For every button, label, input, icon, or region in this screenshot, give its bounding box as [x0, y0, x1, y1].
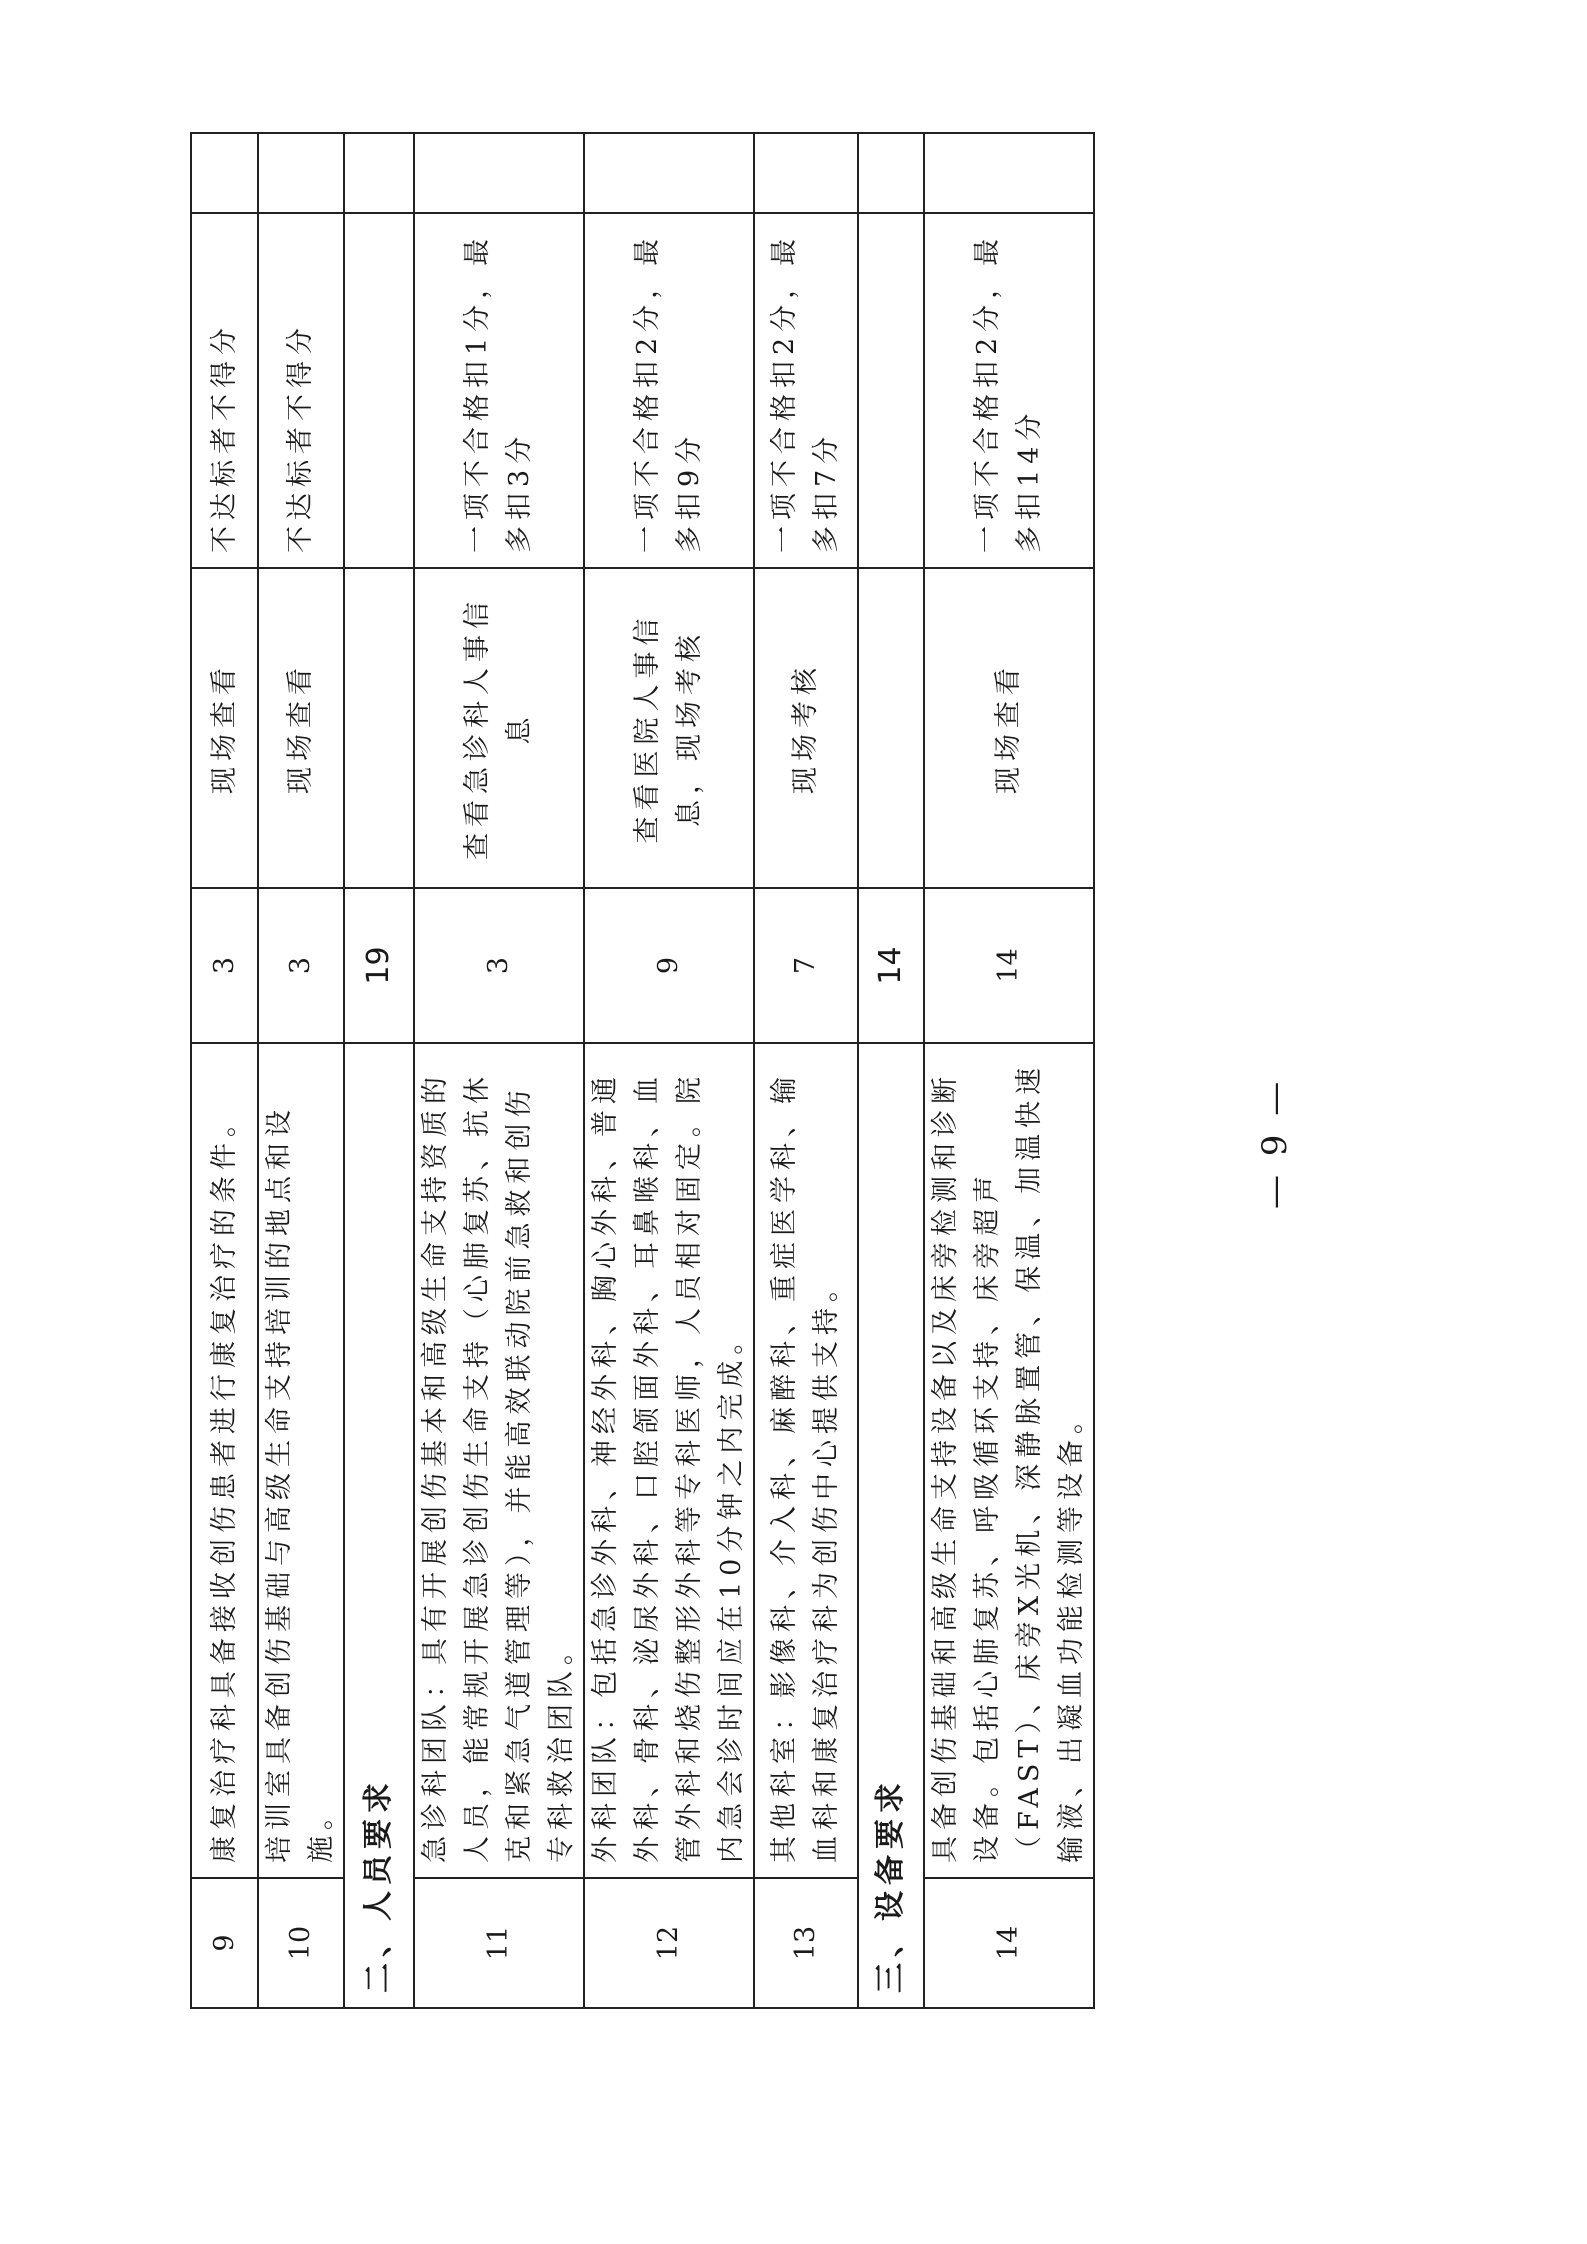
scoring-rule: [858, 213, 924, 568]
remarks-cell: [584, 133, 754, 213]
scoring-rule: 不达标者不得分: [258, 213, 344, 568]
scoring-rule: [344, 213, 414, 568]
score-value: 3: [258, 888, 344, 1043]
requirement-text: 其他科室：影像科、介入科、麻醉科、重症医学科、输血科和康复治疗科为创伤中心提供支持。: [754, 1043, 858, 1878]
requirement-text: 具备创伤基础和高级生命支持设备以及床旁检测和诊断设备。包括心肺复苏、呼吸循环支持、床旁超声（FAST）、床旁X光机、深静脉置管、保温、加温快速输液、出凝血功能检测等设备。: [924, 1043, 1094, 1878]
row-number: 9: [191, 1878, 258, 2008]
scoring-rule: 一项不合格扣2分，最多扣9分: [584, 213, 754, 568]
section-title: 三、设备要求: [858, 1043, 924, 2008]
remarks-cell: [414, 133, 584, 213]
assessment-method: 查看医院人事信息，现场考核: [584, 568, 754, 888]
assessment-method: 现场考核: [754, 568, 858, 888]
assessment-method: 查看急诊科人事信息: [414, 568, 584, 888]
scoring-rule: 不达标者不得分: [191, 213, 258, 568]
table-row: [584, 133, 754, 2008]
remarks-cell: [344, 133, 414, 213]
requirement-text: 培训室具备创伤基础与高级生命支持培训的地点和设施。: [258, 1043, 344, 1878]
row-number: 10: [258, 1878, 344, 2008]
remarks-cell: [754, 133, 858, 213]
row-number: 12: [584, 1878, 754, 2008]
section-row-equipment: [858, 133, 924, 2008]
score-value: 3: [191, 888, 258, 1043]
remarks-cell: [191, 133, 258, 213]
table-row: [191, 133, 258, 2008]
assessment-method: [344, 568, 414, 888]
section-score: 14: [858, 888, 924, 1043]
requirement-text: 急诊科团队：具有开展创伤基本和高级生命支持资质的人员，能常规开展急诊创伤生命支持（心肺复苏、抗休克和紧急气道管理等），并能高效联动院前急救和创伤专科救治团队。: [414, 1043, 584, 1878]
section-score: 19: [344, 888, 414, 1043]
score-value: 9: [584, 888, 754, 1043]
section-title: 二、人员要求: [344, 1043, 414, 2008]
page-number: — 9 —: [1255, 1077, 1295, 1209]
assessment-method: 现场查看: [924, 568, 1094, 888]
table-row: [414, 133, 584, 2008]
section-row-personnel: [344, 133, 414, 2008]
requirement-text: 外科团队：包括急诊外科、神经外科、胸心外科、普通外科、骨科、泌尿外科、口腔颌面外科、耳鼻喉科、血管外科和烧伤整形外科等专科医师，人员相对固定。院内急会诊时间应在10分钟之内完成。: [584, 1043, 754, 1878]
scoring-rule: 一项不合格扣2分，最多扣14分: [924, 213, 1094, 568]
row-number: 11: [414, 1878, 584, 2008]
assessment-method: [858, 568, 924, 888]
row-number: 14: [924, 1878, 1094, 2008]
requirement-text: 康复治疗科具备接收创伤患者进行康复治疗的条件。: [191, 1043, 258, 1878]
score-value: 7: [754, 888, 858, 1043]
table-row: [924, 133, 1094, 2008]
remarks-cell: [258, 133, 344, 213]
row-number: 13: [754, 1878, 858, 2008]
scoring-rule: 一项不合格扣2分，最多扣7分: [754, 213, 858, 568]
remarks-cell: [924, 133, 1094, 213]
assessment-method: 现场查看: [258, 568, 344, 888]
evaluation-table: [190, 132, 1095, 2009]
score-value: 3: [414, 888, 584, 1043]
remarks-cell: [858, 133, 924, 213]
score-value: 14: [924, 888, 1094, 1043]
assessment-method: 现场查看: [191, 568, 258, 888]
table-row: [754, 133, 858, 2008]
scoring-rule: 一项不合格扣1分，最多扣3分: [414, 213, 584, 568]
table-row: [258, 133, 344, 2008]
